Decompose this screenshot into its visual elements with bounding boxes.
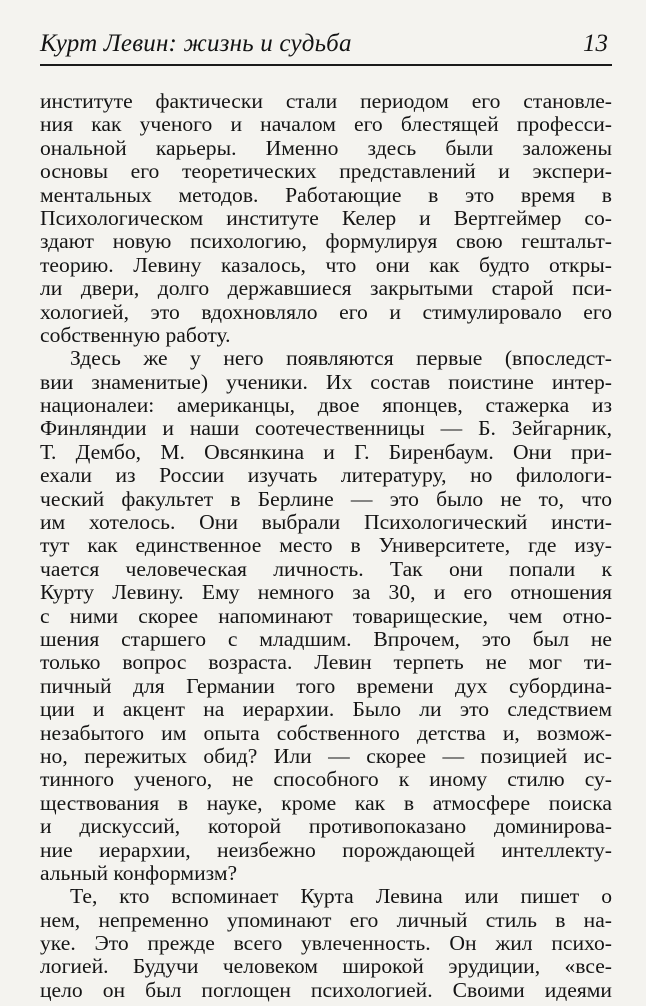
text-line: ли двери, долго державшиеся закрытыми старой пси- [40,277,612,301]
text-line: уке. Это прежде всего увлеченность. Он жил психо- [40,932,612,956]
text-line: тут как единственное место в Университете, где изу- [40,534,612,558]
running-title: Курт Левин: жизнь и судьба [40,30,352,57]
text-line: пичный для Германии того времени дух субордина- [40,674,612,698]
text-line: с ними скорее напоминают товарищеские, чем отно- [40,604,612,628]
text-line: цело он был поглощен психологией. Своими идеями [40,978,612,1002]
text-line: собственную работу. [40,323,231,347]
text-line: теорию. Левину казалось, что они как будто откры- [40,253,612,277]
paragraph-2 [40,347,612,885]
text-line: и дискуссий, которой противопоказано доминирова- [40,815,612,839]
text-line: альный конформизм? [40,861,238,885]
text-line: основы его теоретических представлений и экспери- [40,160,612,184]
text-line: ехали из России изучать литературу, но филологи- [40,464,612,488]
text-line: ментальных методов. Работающие в это время в [40,183,612,207]
text-line: националеи: американцы, двое японцев, стажерка из [40,394,612,418]
text-line: шения старшего с младшим. Впрочем, это был не [40,627,612,651]
text-line: ции и акцент на иерархии. Было ли это следствием [40,698,612,722]
text-line: но, пережитых обид? Или — скорее — позицией ис- [40,744,612,768]
paragraph-3 [40,885,612,1002]
text-line: хологией, это вдохновляло его и стимулировало его [40,300,612,324]
text-line: логией. Будучи человеком широкой эрудиции, «все- [40,955,612,979]
text-line: Т. Дембо, М. Овсянкина и Г. Биренбаум. Они при- [40,440,612,464]
text-line: Те, кто вспоминает Курта Левина или пишет о [70,885,612,909]
text-line: чается человеческая личность. Так они попали к [40,557,612,581]
text-line: ния как ученого и началом его блестящей професси- [40,113,612,137]
text-line: здают новую психологию, формулируя свою гештальт- [40,230,612,254]
body-text [40,90,612,1002]
text-line: нем, непременно упоминают его личный стиль в на- [40,908,612,932]
text-line: ние иерархии, неизбежно порождающей интеллекту- [40,838,612,862]
text-line: незабытого им опыта собственного детства и, возмож- [40,721,612,745]
text-line: вии знаменитые) ученики. Их состав поистине интер- [40,370,612,394]
text-line: им хотелось. Они выбрали Психологический инсти- [40,511,612,535]
text-line: Курту Левину. Ему немного за 30, и его отношения [40,581,612,605]
text-line: Здесь же у него появляются первые (впоследст- [70,347,612,371]
text-line: тинного ученого, не способного к иному стилю су- [40,768,612,792]
text-line: ществования в науке, кроме как в атмосфере поиска [40,791,612,815]
text-line: только вопрос возраста. Левин терпеть не мог ти- [40,651,612,675]
paragraph-1 [40,90,612,347]
text-line: ональной карьеры. Именно здесь были заложены [40,136,612,160]
running-head [40,28,612,66]
text-line: Психологическом институте Келер и Вертгеймер со- [40,206,612,230]
book-page [40,28,612,1002]
text-line: Финляндии и наши соотечественницы — Б. Зейгарник, [40,417,612,441]
text-line: институте фактически стали периодом его становле- [40,90,612,113]
text-line: ческий факультет в Берлине — это было не то, что [40,487,612,511]
page-number: 13 [583,30,608,57]
